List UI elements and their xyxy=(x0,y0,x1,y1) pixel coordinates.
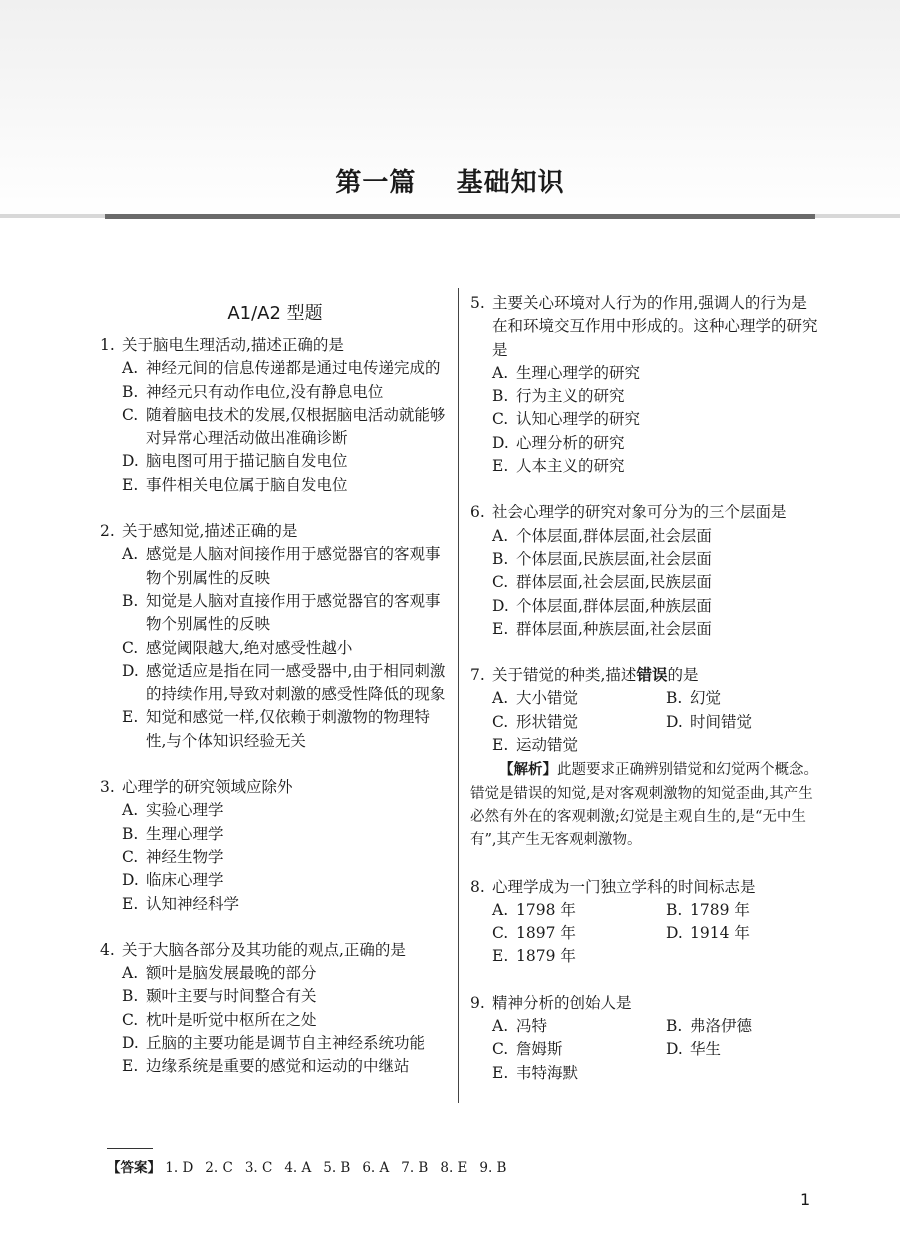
option-text: 感觉阈限越大,绝对感受性越小 xyxy=(146,638,353,657)
question-number: 6. xyxy=(470,503,485,522)
option-letter: E. xyxy=(122,475,139,494)
question-number: 1. xyxy=(100,336,115,354)
left-column xyxy=(100,300,450,1102)
question-1 xyxy=(100,334,450,497)
question-stem xyxy=(100,520,450,543)
option-b xyxy=(644,687,818,710)
question-number: 9. xyxy=(470,993,485,1012)
option-c xyxy=(100,1009,450,1032)
question-number: 8. xyxy=(470,877,485,896)
answer-item: 9. B xyxy=(479,1160,507,1176)
option-letter: B. xyxy=(122,987,139,1006)
option-text: 行为主义的研究 xyxy=(516,387,625,406)
option-a xyxy=(100,962,450,985)
option-letter: D. xyxy=(122,871,139,890)
question-number: 7. xyxy=(470,666,485,685)
option-b xyxy=(470,385,818,408)
option-e xyxy=(470,618,818,641)
option-text: 神经元间的信息传递都是通过电传递完成的 xyxy=(146,359,441,378)
option-c xyxy=(100,846,450,869)
option-a xyxy=(100,799,450,822)
option-letter: A. xyxy=(492,689,509,708)
question-stem xyxy=(470,501,818,524)
answer-item: 3. C xyxy=(244,1160,273,1176)
option-a xyxy=(470,1015,644,1038)
option-letter: B. xyxy=(122,591,139,610)
option-letter: E. xyxy=(492,947,509,966)
question-number: 4. xyxy=(100,940,115,959)
option-letter: A. xyxy=(492,526,509,545)
option-e xyxy=(100,893,450,916)
option-text: 个体层面,民族层面,社会层面 xyxy=(516,549,712,568)
option-letter: D. xyxy=(122,452,139,471)
option-e xyxy=(100,1055,450,1078)
answer-key-label: 【答案】 xyxy=(107,1160,161,1176)
option-d xyxy=(100,869,450,892)
question-3 xyxy=(100,776,450,916)
option-text: 幻觉 xyxy=(690,689,722,708)
option-letter: B. xyxy=(122,824,139,843)
option-b xyxy=(100,823,450,846)
question-stem xyxy=(100,939,450,962)
question-text-end: 的是 xyxy=(667,666,699,685)
question-text: 社会心理学的研究对象可分为的三个层面是 xyxy=(492,503,787,522)
option-e xyxy=(470,734,644,757)
option-text: 韦特海默 xyxy=(516,1063,579,1082)
option-text: 群体层面,种族层面,社会层面 xyxy=(516,619,712,638)
option-text: 人本主义的研究 xyxy=(516,457,625,476)
analysis-label: 【解析】 xyxy=(499,762,557,779)
option-text: 知觉和感觉一样,仅依赖于刺激物的物理特性,与个体知识经验无关 xyxy=(146,708,430,750)
option-text: 临床心理学 xyxy=(146,871,224,890)
option-text: 生理心理学的研究 xyxy=(516,363,641,382)
answer-item: 2. C xyxy=(205,1160,233,1176)
option-text: 个体层面,群体层面,社会层面 xyxy=(516,526,712,545)
option-text: 时间错觉 xyxy=(690,712,753,731)
option-letter: A. xyxy=(122,359,139,378)
option-c xyxy=(470,1038,644,1061)
option-b xyxy=(100,381,450,404)
option-c xyxy=(470,922,644,945)
option-text: 神经生物学 xyxy=(146,847,224,866)
question-stem xyxy=(470,876,818,899)
option-text: 1798 年 xyxy=(516,900,576,919)
option-text: 额叶是脑发展最晚的部分 xyxy=(146,964,317,983)
header-rule-right xyxy=(815,214,900,218)
option-text: 认知心理学的研究 xyxy=(516,410,641,429)
option-text: 边缘系统是重要的感觉和运动的中继站 xyxy=(146,1057,410,1076)
question-stem xyxy=(100,776,450,799)
option-letter: C. xyxy=(492,410,509,429)
option-letter: E. xyxy=(122,894,139,913)
option-d xyxy=(644,922,818,945)
option-letter: C. xyxy=(122,638,139,657)
question-7 xyxy=(470,664,818,852)
option-d xyxy=(644,1038,818,1061)
option-text: 感觉是人脑对间接作用于感觉器官的客观事物个别属性的反映 xyxy=(146,545,441,587)
option-text: 认知神经科学 xyxy=(146,894,240,913)
question-6 xyxy=(470,501,818,641)
option-letter: C. xyxy=(122,1010,139,1029)
answer-item: 1. D xyxy=(165,1160,194,1176)
question-text: 关于大脑各部分及其功能的观点,正确的是 xyxy=(122,940,406,959)
option-letter: D. xyxy=(666,1040,683,1059)
option-letter: E. xyxy=(122,1057,139,1076)
option-text: 群体层面,社会层面,民族层面 xyxy=(516,573,712,592)
option-letter: C. xyxy=(122,405,139,424)
question-stem xyxy=(470,292,818,362)
question-text: 关于感知觉,描述正确的是 xyxy=(122,522,298,541)
option-grid xyxy=(470,687,818,757)
option-a xyxy=(470,687,644,710)
question-text: 心理学的研究领域应除外 xyxy=(122,778,293,797)
option-text: 形状错觉 xyxy=(516,712,579,731)
option-text: 感觉适应是指在同一感受器中,由于相同刺激的持续作用,导致对刺激的感受性降低的现象 xyxy=(146,661,446,704)
option-e xyxy=(100,474,450,497)
option-c xyxy=(100,637,450,660)
option-text: 詹姆斯 xyxy=(516,1040,563,1059)
option-text: 心理分析的研究 xyxy=(516,433,625,452)
option-e xyxy=(470,1062,644,1085)
question-text: 关于错觉的种类,描述 xyxy=(492,666,637,685)
option-letter: B. xyxy=(122,382,139,401)
question-8 xyxy=(470,876,818,969)
question-number: 5. xyxy=(470,294,485,312)
option-d xyxy=(470,595,818,618)
option-text: 实验心理学 xyxy=(146,801,224,820)
option-letter: A. xyxy=(492,1017,509,1036)
option-text: 1897 年 xyxy=(516,924,576,943)
option-letter: C. xyxy=(492,1040,509,1059)
column-divider xyxy=(458,288,459,1103)
option-b xyxy=(644,1015,818,1038)
question-5 xyxy=(470,292,818,478)
option-b xyxy=(100,590,450,637)
option-letter: E. xyxy=(492,1063,509,1082)
option-text: 弗洛伊德 xyxy=(690,1017,753,1036)
option-text: 生理心理学 xyxy=(146,824,224,843)
answer-item: 4. A xyxy=(284,1160,312,1176)
option-text: 冯特 xyxy=(516,1017,548,1036)
option-text: 1789 年 xyxy=(690,900,750,919)
option-text: 神经元只有动作电位,没有静息电位 xyxy=(146,382,384,401)
option-letter: A. xyxy=(122,801,139,820)
option-letter: B. xyxy=(492,549,509,568)
option-letter: A. xyxy=(492,363,509,382)
option-d xyxy=(100,660,450,707)
question-stem xyxy=(470,664,818,687)
option-e xyxy=(470,945,644,968)
option-d xyxy=(100,450,450,473)
option-b xyxy=(100,985,450,1008)
analysis-paragraph xyxy=(470,759,818,852)
option-letter: A. xyxy=(122,964,139,983)
option-a xyxy=(100,357,450,380)
option-letter: E. xyxy=(122,708,139,727)
option-text: 随着脑电技术的发展,仅根据脑电活动就能够对异常心理活动做出准确诊断 xyxy=(146,405,446,448)
question-4 xyxy=(100,939,450,1079)
option-e xyxy=(100,706,450,753)
header-rule-left xyxy=(0,214,105,218)
question-text: 心理学成为一门独立学科的时间标志是 xyxy=(492,877,756,896)
option-letter: E. xyxy=(492,457,509,476)
question-2 xyxy=(100,520,450,753)
analysis-text: 此题要求正确辨别错觉和幻觉两个概念。错觉是错误的知觉,是对客观刺激物的知觉歪曲,其产生必然有外在的客观刺激;幻觉是主观自生的,是“无中生有”,其产生无客观刺激物。 xyxy=(470,762,818,849)
option-a xyxy=(100,543,450,590)
option-text: 知觉是人脑对直接作用于感觉器官的客观事物个别属性的反映 xyxy=(146,591,441,634)
option-letter: B. xyxy=(666,1017,683,1036)
question-number: 3. xyxy=(100,778,115,797)
option-letter: D. xyxy=(666,712,683,731)
question-text: 关于脑电生理活动,描述正确的是 xyxy=(122,336,344,354)
answer-item: 8. E xyxy=(440,1160,468,1176)
option-text: 脑电图可用于描记脑自发电位 xyxy=(146,452,348,471)
option-c xyxy=(470,711,644,734)
option-text: 个体层面,群体层面,种族层面 xyxy=(516,596,712,615)
option-text: 运动错觉 xyxy=(516,736,579,755)
option-letter: C. xyxy=(122,847,139,866)
option-letter: B. xyxy=(666,900,683,919)
option-d xyxy=(100,1032,450,1055)
option-text: 丘脑的主要功能是调节自主神经系统功能 xyxy=(146,1034,426,1053)
option-c xyxy=(100,404,450,451)
option-letter: C. xyxy=(492,712,509,731)
option-letter: C. xyxy=(492,924,509,943)
emphasis-text: 错误 xyxy=(636,666,668,685)
question-stem xyxy=(100,334,450,357)
question-number: 2. xyxy=(100,522,115,541)
option-text: 颞叶主要与时间整合有关 xyxy=(146,987,317,1006)
option-b xyxy=(644,899,818,922)
option-c xyxy=(470,408,818,431)
header-rule xyxy=(105,214,815,219)
option-a xyxy=(470,525,818,548)
option-letter: D. xyxy=(122,661,139,680)
option-letter: B. xyxy=(492,387,509,406)
chapter-title: 第一篇 基础知识 xyxy=(335,168,565,198)
option-letter: A. xyxy=(122,545,139,564)
section-heading: A1/A2 型题 xyxy=(227,303,323,324)
answer-key-rule xyxy=(107,1148,153,1149)
answer-key xyxy=(107,1156,518,1176)
option-grid xyxy=(470,899,818,969)
option-a xyxy=(470,899,644,922)
option-text: 华生 xyxy=(690,1040,722,1059)
option-letter: C. xyxy=(492,573,509,592)
question-text: 精神分析的创始人是 xyxy=(492,993,632,1012)
answer-item: 7. B xyxy=(401,1160,429,1176)
option-letter: D. xyxy=(122,1034,139,1053)
option-letter: D. xyxy=(666,924,683,943)
question-text: 主要关心环境对人行为的作用,强调人的行为是在和环境交互作用中形成的。这种心理学的研究是 xyxy=(492,294,818,359)
option-text: 1914 年 xyxy=(690,924,750,943)
option-b xyxy=(470,548,818,571)
answer-item: 5. B xyxy=(323,1160,351,1176)
option-text: 事件相关电位属于脑自发电位 xyxy=(146,475,348,494)
option-text: 大小错觉 xyxy=(516,689,579,708)
answer-item: 6. A xyxy=(362,1160,390,1176)
option-d xyxy=(644,711,818,734)
option-text: 1879 年 xyxy=(516,947,576,966)
option-letter: E. xyxy=(492,736,509,755)
option-letter: D. xyxy=(492,596,509,615)
option-a xyxy=(470,362,818,385)
option-letter: A. xyxy=(492,900,509,919)
question-9 xyxy=(470,992,818,1085)
option-text: 枕叶是听觉中枢所在之处 xyxy=(146,1010,317,1029)
page-number: 1 xyxy=(800,1190,811,1209)
option-letter: E. xyxy=(492,619,509,638)
option-d xyxy=(470,432,818,455)
option-grid xyxy=(470,1015,818,1085)
right-column xyxy=(470,292,818,1108)
option-c xyxy=(470,571,818,594)
question-stem xyxy=(470,992,818,1015)
option-letter: B. xyxy=(666,689,683,708)
option-letter: D. xyxy=(492,433,509,452)
option-e xyxy=(470,455,818,478)
